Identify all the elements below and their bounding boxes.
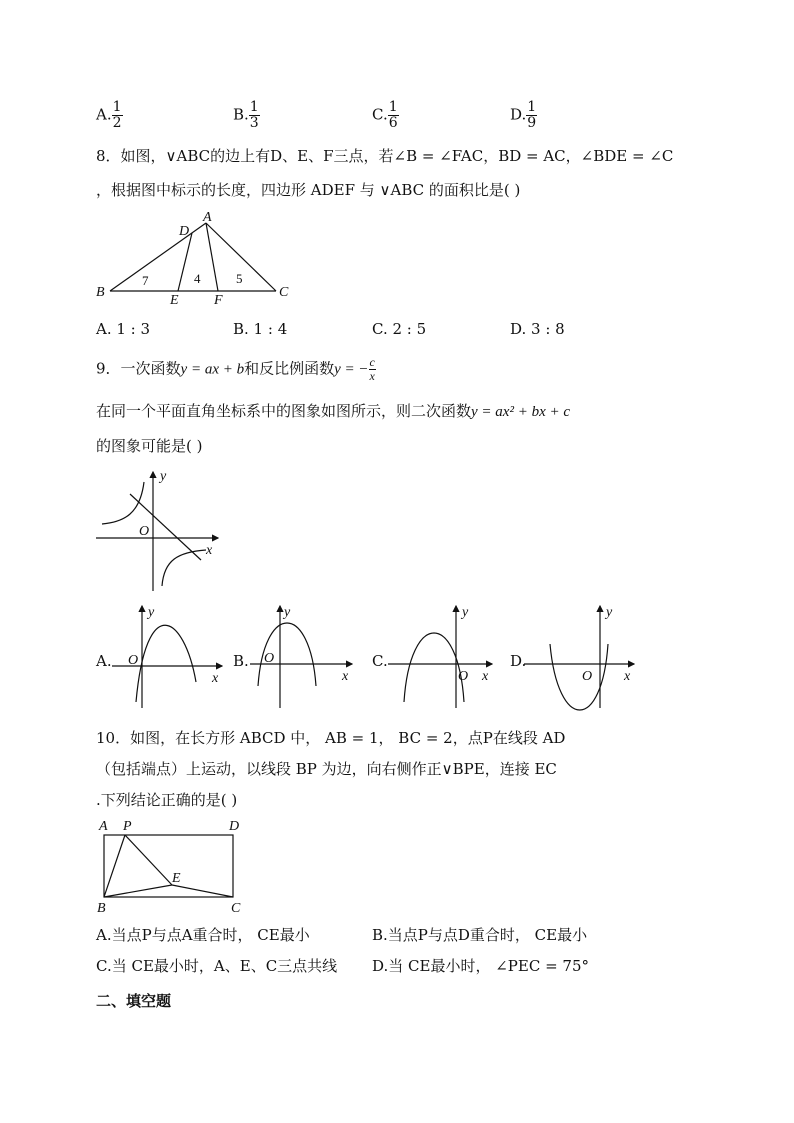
label-d: D xyxy=(179,224,190,239)
q10-rectangle-figure xyxy=(92,815,252,915)
q9-option-c-label: C. xyxy=(372,652,388,670)
svg-text:y: y xyxy=(284,605,291,620)
option-letter: B. xyxy=(233,105,249,124)
q8-triangle-figure xyxy=(90,208,300,308)
label-p: P xyxy=(123,819,132,834)
svg-text:O: O xyxy=(128,653,139,668)
section-heading: 二、填空题 xyxy=(96,992,172,1010)
q8-stem-line2: ，根据图中标示的长度，四边形 ADEF 与 ∨ABC 的面积比是( ) xyxy=(96,181,521,199)
q9-option-a-label: A. xyxy=(96,652,112,670)
q9-stem-line2: 在同一个平面直角坐标系中的图象如图所示，则二次函数y = ax² + bx + c xyxy=(96,402,571,420)
q10-option-c: C.当 CE最小时，A、E、C三点共线 xyxy=(96,957,338,975)
option-letter: A. xyxy=(96,105,112,124)
option-letter: D. xyxy=(510,105,527,124)
svg-text:O: O xyxy=(264,651,275,666)
length-7: 7 xyxy=(142,273,149,288)
q10-stem-line1: 10．如图，在长方形 ABCD 中， AB = 1， BC = 2，点P在线段 AD xyxy=(96,729,566,747)
q10-stem-line2: （包括端点）上运动，以线段 BP 为边，向右侧作正∨BPE，连接 EC xyxy=(96,760,557,778)
q8-option-a: A. 1 : 3 xyxy=(96,320,151,338)
q9-main-graph xyxy=(94,468,224,593)
q8-option-c: C. 2 : 5 xyxy=(372,320,427,338)
svg-text:O: O xyxy=(139,524,150,539)
parabola-a xyxy=(136,625,196,702)
fraction: $\frac{1}{2}$ xyxy=(112,99,122,131)
hyperbola-branch-upper-left xyxy=(102,482,144,524)
svg-text:y: y xyxy=(148,605,155,620)
svg-text:x: x xyxy=(342,669,349,684)
svg-text:y: y xyxy=(160,469,167,484)
label-b: B xyxy=(97,901,106,915)
svg-text:x: x xyxy=(206,543,213,558)
q8-option-d: D. 3 : 8 xyxy=(510,320,565,338)
q8-option-b: B. 1 : 4 xyxy=(233,320,288,338)
parabola-c xyxy=(404,633,464,702)
q9-option-c-graph xyxy=(388,602,498,712)
label-e: E xyxy=(170,293,179,308)
label-f: F xyxy=(214,293,223,308)
q10-option-d: D.当 CE最小时， ∠PEC = 75° xyxy=(372,957,590,975)
length-5: 5 xyxy=(236,271,243,286)
q9-option-a-graph xyxy=(112,602,232,712)
svg-text:y: y xyxy=(606,605,613,620)
svg-text:x: x xyxy=(624,669,631,684)
q7-option-b xyxy=(233,100,260,131)
q9-stem-line1: 9．一次函数y = ax + b和反比例函数y = − $\frac{c}{x}$ xyxy=(96,355,375,383)
svg-text:O: O xyxy=(458,669,469,684)
q9-option-b-label: B. xyxy=(233,652,249,670)
label-a: A xyxy=(99,819,108,834)
fraction: $\frac{1}{9}$ xyxy=(527,99,537,131)
label-d: D xyxy=(229,819,240,834)
parabola-d xyxy=(550,644,608,710)
hyperbola-branch-lower-right xyxy=(162,550,206,586)
label-b: B xyxy=(96,285,105,300)
q7-option-c xyxy=(372,100,399,131)
q9-option-d-graph xyxy=(524,602,644,712)
label-c: C xyxy=(231,901,241,915)
q7-option-a xyxy=(96,100,123,131)
q9-stem-line3: 的图象可能是( ) xyxy=(96,437,203,455)
q10-option-a: A.当点P与点A重合时， CE最小 xyxy=(96,926,310,944)
option-letter: C. xyxy=(372,105,388,124)
label-c: C xyxy=(279,285,289,300)
label-e: E xyxy=(172,871,181,886)
svg-text:x: x xyxy=(482,669,489,684)
fraction: $\frac{1}{6}$ xyxy=(388,99,398,131)
q9-option-d-label: D. xyxy=(510,652,527,670)
label-a: A xyxy=(203,210,212,225)
fraction: $\frac{c}{x}$ xyxy=(369,355,375,383)
q7-option-d xyxy=(510,100,537,131)
fraction: $\frac{1}{3}$ xyxy=(249,99,259,131)
q9-option-b-graph xyxy=(250,602,360,712)
length-4: 4 xyxy=(194,271,201,286)
svg-text:O: O xyxy=(582,669,593,684)
q8-stem-line1: 8．如图，∨ABC的边上有D、E、F三点，若∠B = ∠FAC，BD = AC，∠BDE = ∠C xyxy=(96,147,674,165)
q10-option-b: B.当点P与点D重合时， CE最小 xyxy=(372,926,588,944)
svg-text:y: y xyxy=(462,605,469,620)
svg-text:x: x xyxy=(212,671,219,686)
q10-stem-line3: .下列结论正确的是( ) xyxy=(96,791,238,809)
